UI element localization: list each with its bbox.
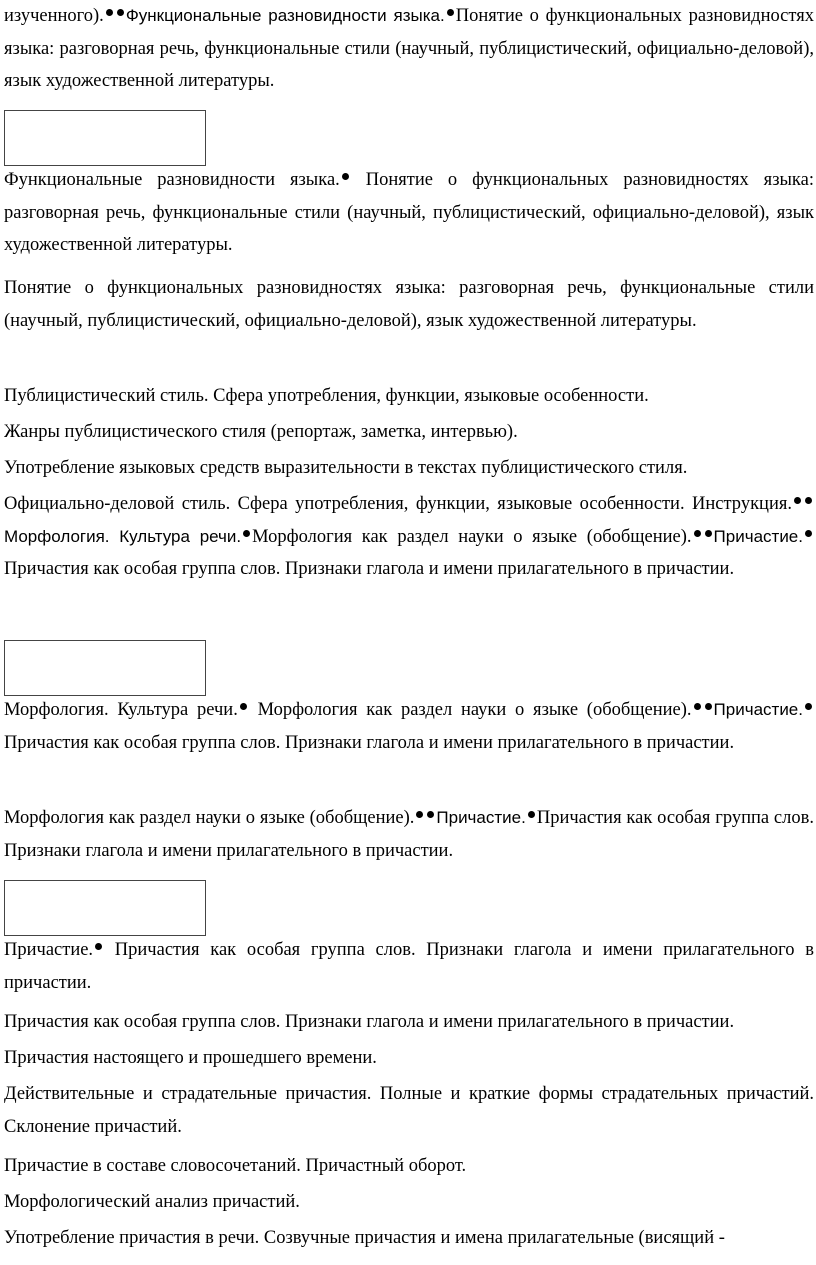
bullet-icon bbox=[805, 530, 812, 537]
paragraph-13: Действительные и страдательные причастия. Полные и краткие формы страдательных причастий. Склонение причастий. bbox=[4, 1084, 814, 1137]
bullet-icon bbox=[694, 530, 701, 537]
bullet-icon bbox=[805, 497, 812, 504]
bullet-icon bbox=[95, 943, 102, 950]
paragraph-6: Употребление языковых средств выразительности в текстах публицистического стиля. bbox=[4, 458, 688, 478]
bullet-icon bbox=[243, 530, 250, 537]
bullet-icon bbox=[416, 811, 423, 818]
paragraph-14: Причастие в составе словосочетаний. Причастный оборот. bbox=[4, 1156, 467, 1176]
bullet-icon bbox=[117, 9, 124, 16]
paragraph-7: Официально-деловой стиль. Сфера употребления, функции, языковые особенности. Инструкция.Морфология. Культура речи. Морфология как раздел науки о языке (обобщение). Причастие.Причастия как особая группа слов. Признаки глагола и имени прилагательного в причастии. bbox=[4, 488, 814, 586]
paragraph-3: Понятие о функциональных разновидностях языка: разговорная речь, функциональные стили (научный, публицистический, официально-деловой), язык художественной литературы. bbox=[4, 278, 814, 331]
bullet-icon bbox=[694, 703, 701, 710]
bullet-icon bbox=[705, 530, 712, 537]
paragraph-15: Морфологический анализ причастий. bbox=[4, 1192, 300, 1212]
paragraph-10: Причастие. Причастия как особая группа слов. Признаки глагола и имени прилагательного в причастии. bbox=[4, 940, 814, 993]
image-placeholder-3 bbox=[4, 880, 206, 936]
bullet-icon bbox=[705, 703, 712, 710]
paragraph-11: Причастия как особая группа слов. Признаки глагола и имени прилагательного в причастии. bbox=[4, 1012, 735, 1032]
paragraph-16: Употребление причастия в речи. Созвучные причастия и имена прилагательные (висящий - bbox=[4, 1228, 725, 1248]
bullet-icon bbox=[240, 703, 247, 710]
image-placeholder-1 bbox=[4, 110, 206, 166]
paragraph-1: изученного). Функциональные разновидности языка. Понятие о функциональных разновидностях языка: разговорная речь, функциональные стили (научный, публицистический, официально-деловой), язык художественной литературы. bbox=[4, 6, 814, 91]
paragraph-5: Жанры публицистического стиля (репортаж, заметка, интервью). bbox=[4, 422, 518, 442]
bullet-icon bbox=[106, 9, 113, 16]
bullet-icon bbox=[447, 9, 454, 16]
image-placeholder-2 bbox=[4, 640, 206, 696]
paragraph-4: Публицистический стиль. Сфера употребления, функции, языковые особенности. bbox=[4, 386, 649, 406]
bullet-icon bbox=[794, 497, 801, 504]
bullet-icon bbox=[427, 811, 434, 818]
bullet-icon bbox=[805, 703, 812, 710]
bullet-icon bbox=[342, 173, 349, 180]
bullet-icon bbox=[528, 811, 535, 818]
paragraph-8: Морфология. Культура речи. Морфология как раздел науки о языке (обобщение). Причастие.Причастия как особая группа слов. Признаки глагола и имени прилагательного в причастии. bbox=[4, 694, 814, 759]
paragraph-12: Причастия настоящего и прошедшего времени. bbox=[4, 1048, 377, 1068]
paragraph-9: Морфология как раздел науки о языке (обобщение). Причастие. Причастия как особая группа слов. Признаки глагола и имени прилагательного в причастии. bbox=[4, 808, 814, 861]
paragraph-2: Функциональные разновидности языка. Понятие о функциональных разновидностях языка: разговорная речь, функциональные стили (научный, публицистический, официально-деловой), язык художественной литературы. bbox=[4, 170, 814, 255]
